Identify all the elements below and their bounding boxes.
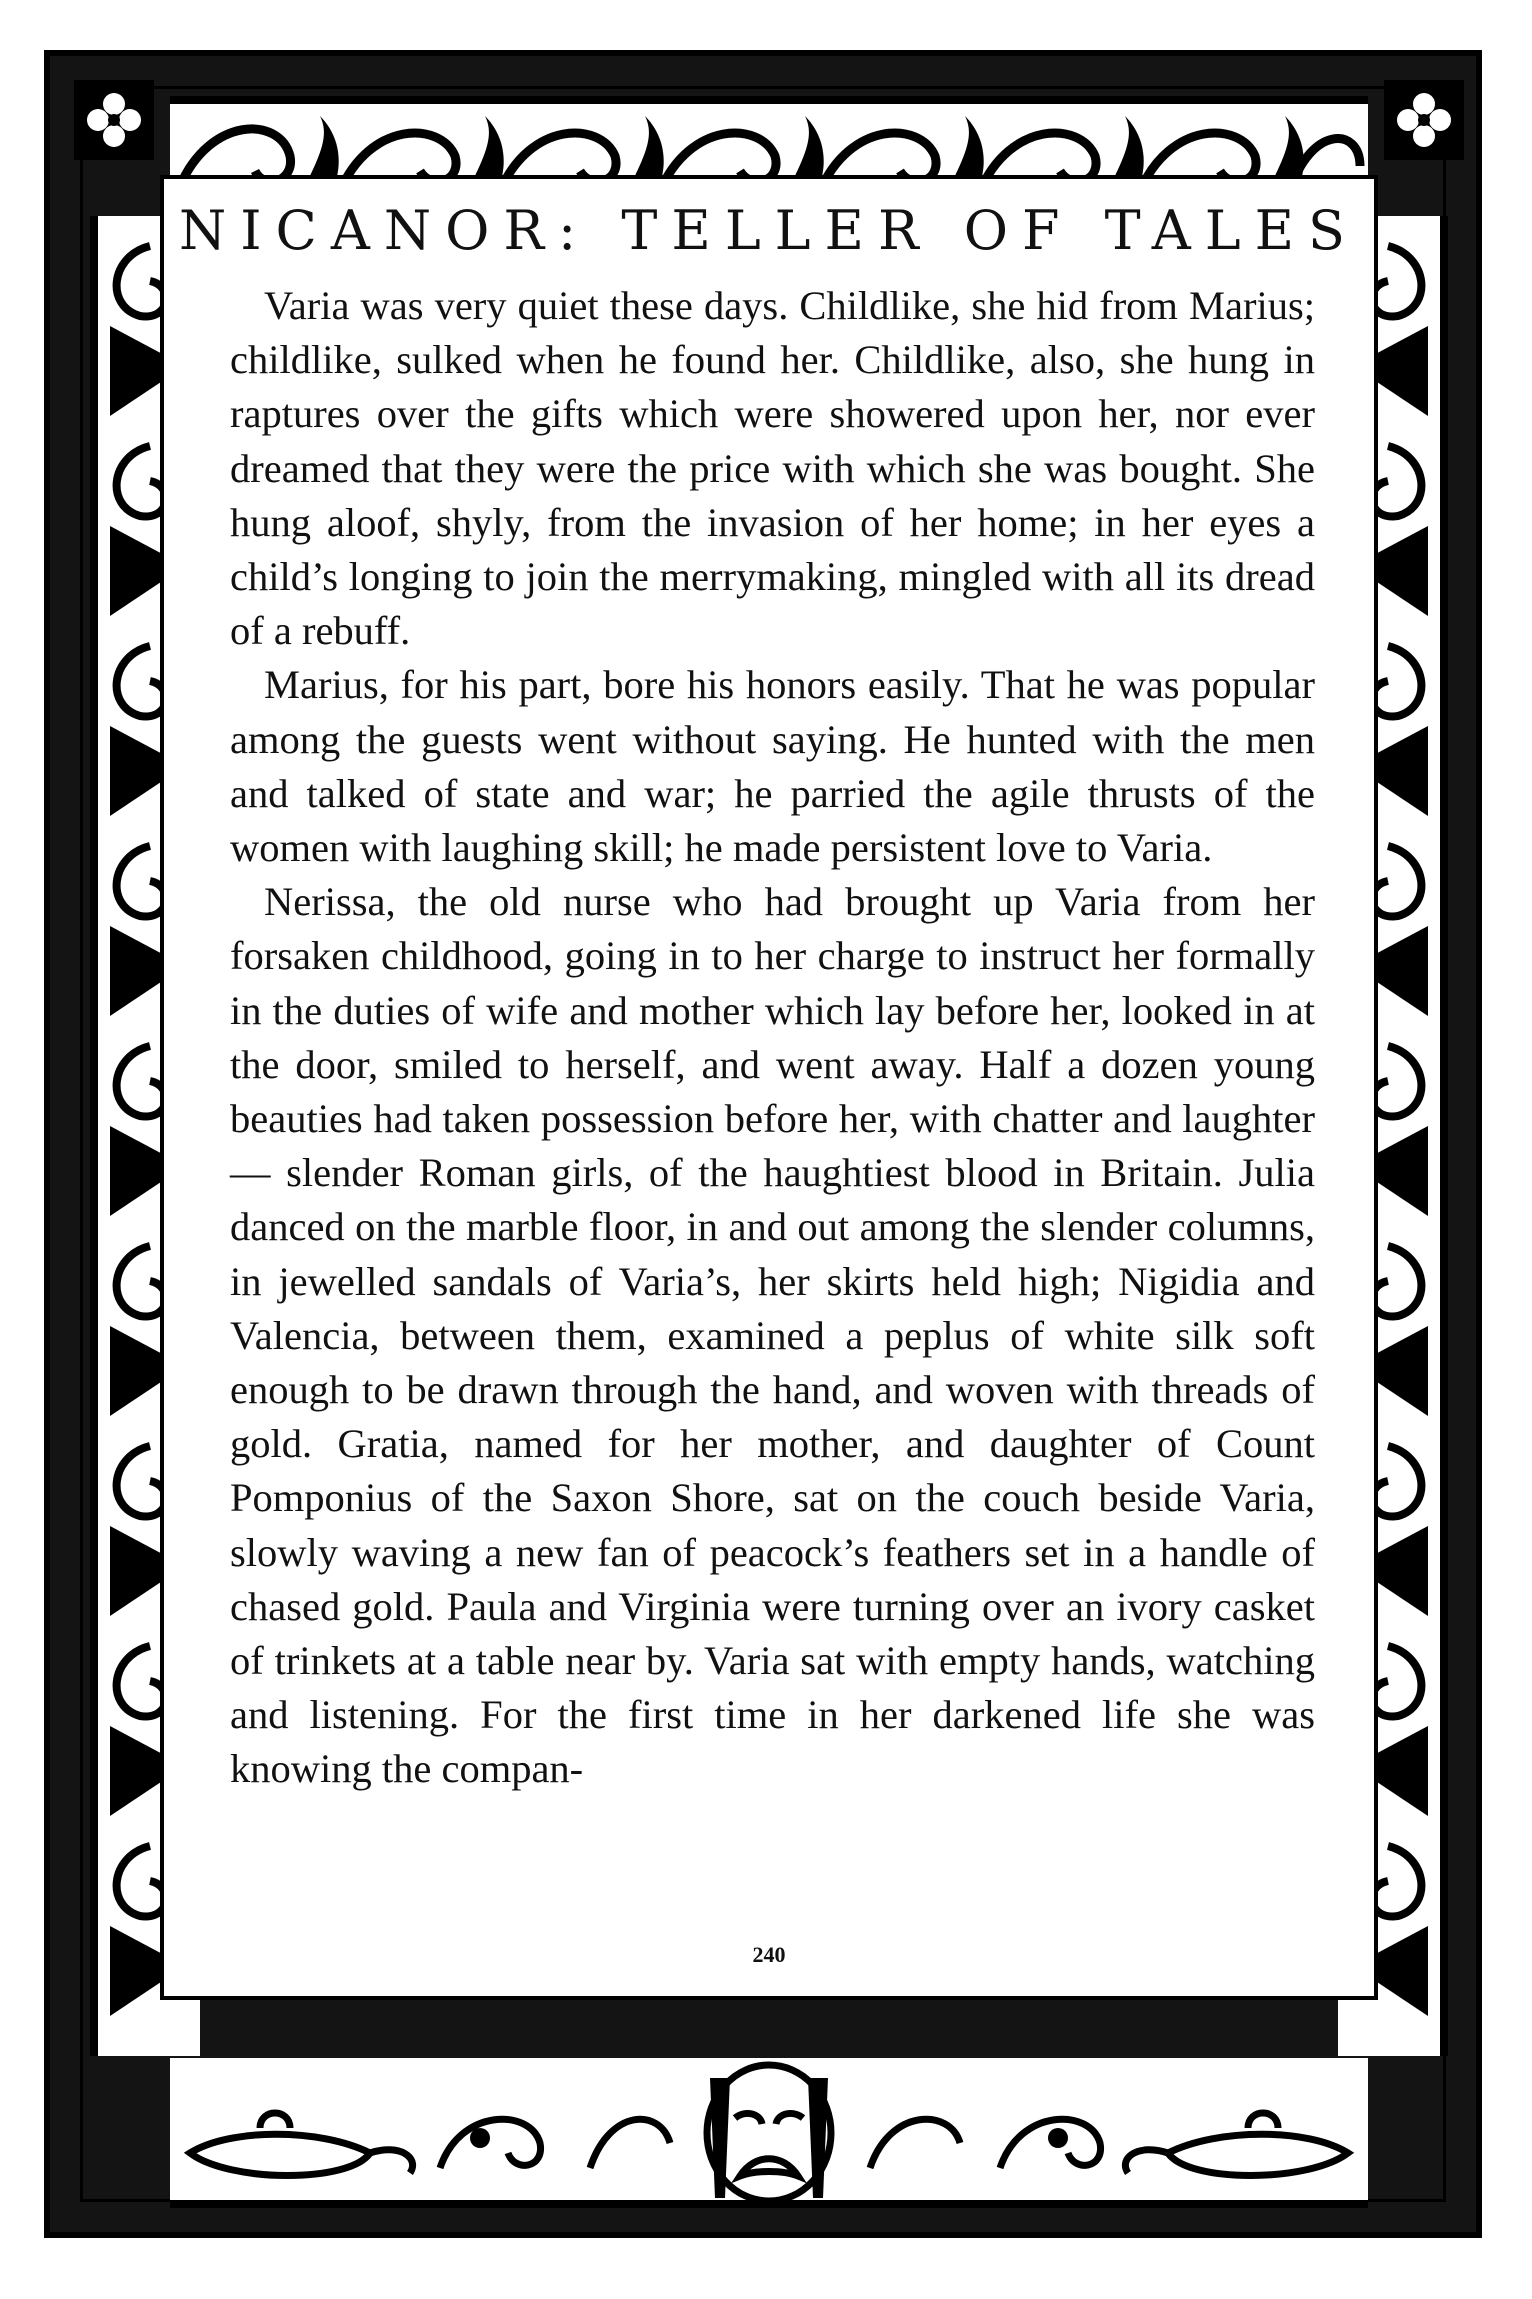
body-text [230, 279, 1315, 1797]
paragraph: Nerissa, the old nurse who had brought up Varia from her forsaken childhood, going in to her charge to instruct her formally in the duties of wife and mother which lay before her, looked in at the door, smiled to herself, and went away. Half a dozen young beauties had taken possession before her, with chatter and laughter — slender Roman girls, of the haughtiest blood in Britain. Julia danced on the marble floor, in and out among the slender columns, in jewelled sandals of Varia’s, her skirts held high; Nigidia and Valencia, between them, examined a peplus of white silk soft enough to be drawn through the hand, and woven with threads of gold. Gratia, named for her mother, and daughter of Count Pomponius of the Saxon Shore, sat on the couch beside Varia, slowly waving a new fan of peacock’s feathers set in a handle of chased gold. Paula and Virginia were turning over an ivory casket of trinkets at a table near by. Varia sat with empty hands, watching and listening. For the first time in her darkened life she was knowing the compan- [230, 879, 1315, 1792]
page-panel [160, 175, 1378, 2000]
paragraph: Marius, for his part, bore his honors easily. That he was popular among the guests went without saying. He hunted with the men and talked of state and war; he parried the agile thrusts of the women with laughing skill; he made persistent love to Varia. [230, 662, 1315, 871]
flower-icon [74, 80, 154, 160]
page-number: 240 [752, 1942, 786, 1967]
lamps-and-tragic-mask-ornament [170, 2058, 1368, 2208]
flower-icon [1384, 80, 1464, 160]
paragraph: Varia was very quiet these days. Childlike, she hid from Marius; childlike, sulked when he found her. Childlike, also, she hung in raptures over the gifts which were showered upon her, nor ever dreamed that they were the price with which she was bought. She hung aloof, shyly, from the invasion of her home; in her eyes a child’s longing to join the merrymaking, mingled with all its dread of a rebuff. [230, 283, 1315, 654]
page-title: NICANOR: TELLER OF TALES [178, 199, 1360, 262]
